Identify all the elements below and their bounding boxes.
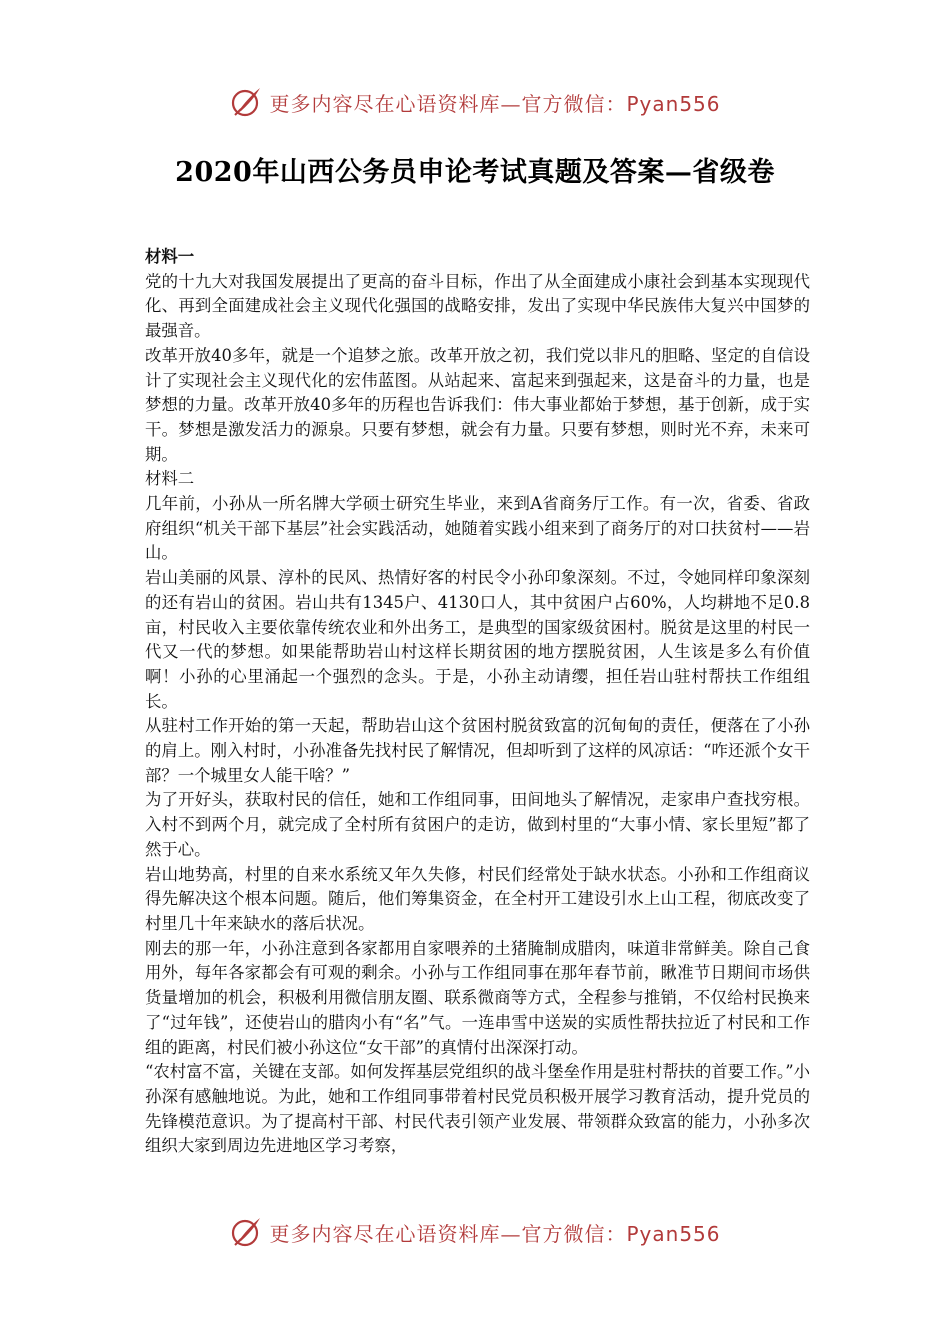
section-heading-material-1: 材料一 [145,247,195,266]
paragraph: 改革开放40多年，就是一个追梦之旅。改革开放之初，我们党以非凡的胆略、坚定的自信设计了实现社会主义现代化的宏伟蓝图。从站起来、富起来到强起来，这是奋斗的力量，也是梦想的力量。改革开放40多年的历程也告诉我们：伟大事业都始于梦想，基于创新，成于实干。梦想是激发活力的源泉。只要有梦想，就会有力量。只要有梦想，则时光不弃，未来可期。 [145,345,810,464]
paragraph: 从驻村工作开始的第一天起，帮助岩山这个贫困村脱贫致富的沉甸甸的责任，便落在了小孙的肩上。刚入村时，小孙准备先找村民了解情况，但却听到了这样的风凉话：“咋还派个女干部？一个城里女人能干啥？” [145,716,810,785]
paragraph: 为了开好头，获取村民的信任，她和工作组同事，田间地头了解情况，走家串户查找穷根。入村不到两个月，就完成了全村所有贫困户的走访，做到村里的“大事小情、家长里短”都了然于心。 [145,790,810,859]
header-wechat-id: Pyan556 [626,91,721,116]
footer-banner-text: 更多内容尽在心语资料库—官方微信：Pyan556 [269,1221,721,1246]
quill-pen-logo-icon [229,1215,263,1249]
footer-banner-content [229,1215,720,1249]
document-body [145,245,810,1159]
footer-banner [0,1210,950,1254]
header-banner-text: 更多内容尽在心语资料库—官方微信：Pyan556 [269,91,721,116]
quill-pen-logo-icon [229,85,263,119]
paragraph: 刚去的那一年，小孙注意到各家都用自家喂养的土猪腌制成腊肉，味道非常鲜美。除自己食用外，每年各家都会有可观的剩余。小孙与工作组同事在那年春节前，瞅准节日期间市场供货量增加的机会，积极利用微信朋友圈、联系微商等方式，全程参与推销，不仅给村民换来了“过年钱”，还使岩山的腊肉小有“名”气。一连串雪中送炭的实质性帮扶拉近了村民和工作组的距离，村民们被小孙这位“女干部”的真情付出深深打动。 [145,938,810,1057]
paragraph: 几年前，小孙从一所名牌大学硕士研究生毕业，来到A省商务厅工作。有一次，省委、省政府组织“机关干部下基层”社会实践活动，她随着实践小组来到了商务厅的对口扶贫村——岩山。 [145,494,810,563]
paragraph: 党的十九大对我国发展提出了更高的奋斗目标，作出了从全面建成小康社会到基本实现现代化、再到全面建成社会主义现代化强国的战略安排，发出了实现中华民族伟大复兴中国梦的最强音。 [145,271,810,341]
header-banner-content [229,85,720,119]
paragraph: 岩山地势高，村里的自来水系统又年久失修，村民们经常处于缺水状态。小孙和工作组商议得先解决这个根本问题。随后，他们筹集资金，在全村开工建设引水上山工程，彻底改变了村里几十年来缺水的落后状况。 [145,864,810,933]
header-banner [0,80,950,124]
footer-wechat-id: Pyan556 [626,1221,721,1246]
document-title: 2020年山西公务员申论考试真题及答案—省级卷 [175,157,775,188]
section-heading-material-2: 材料二 [145,469,195,489]
paragraph: “农村富不富，关键在支部。如何发挥基层党组织的战斗堡垒作用是驻村帮扶的首要工作。”小孙深有感触地说。为此，她和工作组同事带着村民党员积极开展学习教育活动，提升党员的先锋模范意识。为了提高村干部、村民代表引领产业发展、带领群众致富的能力，小孙多次组织大家到周边先进地区学习考察， [145,1062,810,1156]
paragraph: 岩山美丽的风景、淳朴的民风、热情好客的村民令小孙印象深刻。不过，令她同样印象深刻的还有岩山的贫困。岩山共有1345户、4130口人，其中贫困户占60%，人均耕地不足0.8亩，村民收入主要依靠传统农业和外出务工，是典型的国家级贫困村。脱贫是这里的村民一代又一代的梦想。如果能帮助岩山村这样长期贫困的地方摆脱贫困，人生该是多么有价值啊！小孙的心里涌起一个强烈的念头。于是，小孙主动请缨，担任岩山驻村帮扶工作组组长。 [145,568,810,711]
